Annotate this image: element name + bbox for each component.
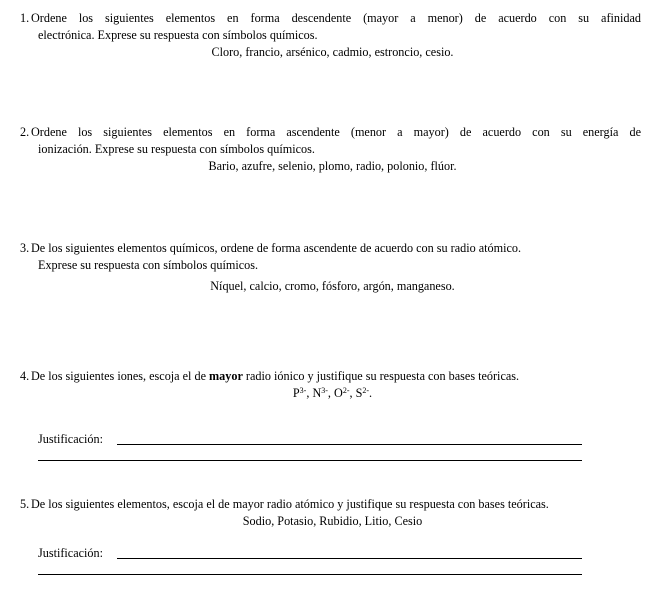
justification-answer-line[interactable] xyxy=(117,444,582,445)
question-number: 1. xyxy=(20,11,30,25)
ion-o: $O^{2-}$, xyxy=(334,386,356,400)
question-number: 5. xyxy=(20,497,30,511)
element-list: Sodio, Potasio, Rubidio, Litio, Cesio xyxy=(242,514,423,528)
question-text-line-2: electrónica. Exprese su respuesta con símbolos químicos. xyxy=(38,28,318,42)
ion-n: $N^{3-}$, xyxy=(312,386,335,400)
question-number: 3. xyxy=(20,241,30,255)
justification-label: Justificación: xyxy=(38,432,103,446)
question-number: 4. xyxy=(20,369,30,383)
justification-answer-line[interactable] xyxy=(38,574,582,575)
justification-answer-line[interactable] xyxy=(117,558,582,559)
element-list: Cloro, francio, arsénico, cadmio, estroncio, cesio. xyxy=(211,45,454,59)
ion-s: $S^{2-}$. xyxy=(355,386,373,400)
question-text-part: radio iónico y justifique su respuesta con bases teóricas. xyxy=(242,369,520,383)
element-list: Bario, azufre, selenio, plomo, radio, polonio, flúor. xyxy=(208,159,457,173)
question-text-line-1: De los siguientes elementos, escoja el de mayor radio atómico y justifique su respuesta con bases teóricas. xyxy=(31,497,549,511)
question-text-line-1 xyxy=(31,369,519,384)
element-list: Níquel, calcio, cromo, fósforo, argón, manganeso. xyxy=(210,279,455,293)
question-text-line-2: Exprese su respuesta con símbolos químicos. xyxy=(38,258,259,272)
question-text-line-1: Ordene los siguientes elementos en forma descendente (mayor a menor) de acuerdo con su afinidad xyxy=(31,11,641,25)
question-text-line-1: Ordene los siguientes elementos en forma ascendente (menor a mayor) de acuerdo con su energía de xyxy=(31,125,641,139)
justification-answer-line[interactable] xyxy=(38,460,582,461)
question-text-line-1: De los siguientes elementos químicos, ordene de forma ascendente de acuerdo con su radio atómico. xyxy=(31,241,522,255)
emphasis-text: mayor xyxy=(209,369,243,383)
question-text-line-2: ionización. Exprese su respuesta con símbolos químicos. xyxy=(38,142,315,156)
justification-label: Justificación: xyxy=(38,546,103,560)
ion-list xyxy=(0,386,665,401)
question-text-part: De los siguientes iones, escoja el de xyxy=(31,369,210,383)
question-number: 2. xyxy=(20,125,30,139)
ion-p: $P^{3-}$, xyxy=(292,386,313,400)
